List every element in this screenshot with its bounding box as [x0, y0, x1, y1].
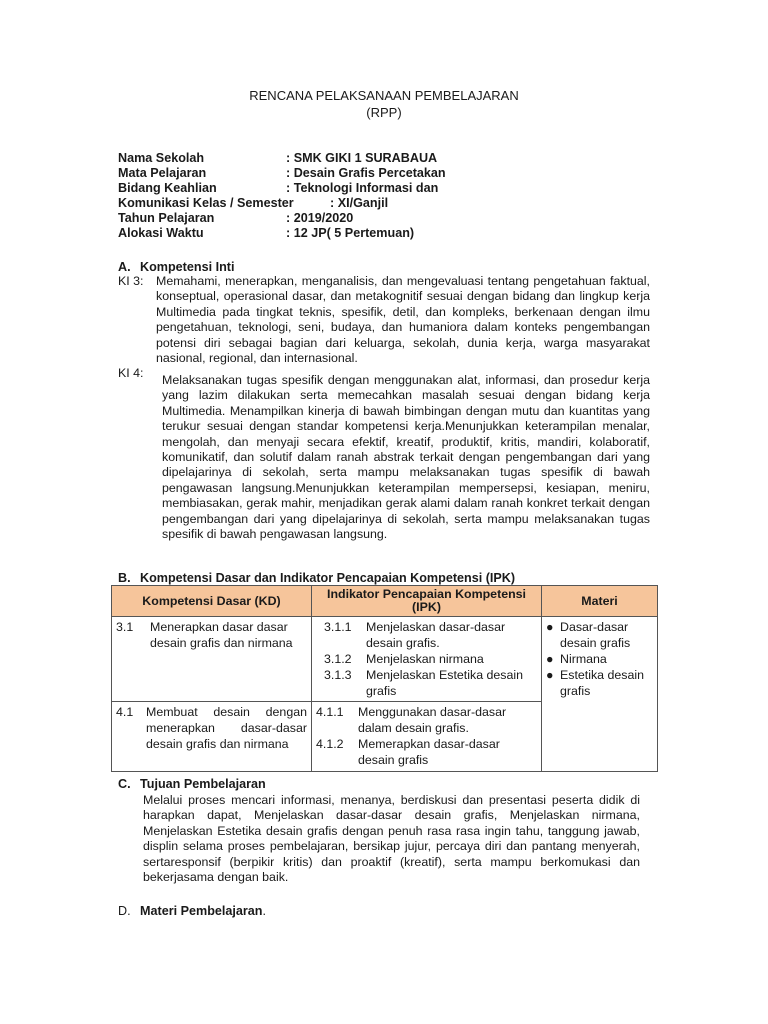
bullet-icon: ● — [546, 652, 554, 666]
section-suffix: . — [262, 904, 266, 918]
identity-row — [118, 166, 446, 181]
ipk-cell — [312, 617, 542, 702]
section-letter: D. — [118, 904, 131, 918]
ki3-label: KI 3: — [118, 274, 144, 288]
kd-ipk-table — [111, 585, 658, 772]
ipk-number: 3.1.3 — [324, 668, 352, 682]
materi-item — [546, 619, 653, 651]
ipk-text: Menjelaskan dasar-dasar desain grafis. — [366, 620, 506, 650]
ipk-number: 4.1.2 — [316, 737, 344, 751]
document-subtitle: (RPP) — [366, 105, 402, 120]
ipk-text: Menggunakan dasar-dasar dalam desain grafis. — [358, 705, 507, 735]
ipk-number: 3.1.2 — [324, 652, 352, 666]
identity-label: Bidang Keahlian — [118, 181, 217, 195]
kd-text: Menerapkan dasar dasar desain grafis dan nirmana — [150, 620, 293, 650]
kd-number: 3.1 — [116, 620, 134, 634]
section-title: Tujuan Pembelajaran — [140, 777, 266, 791]
table-header-row — [112, 586, 658, 617]
materi-text: Dasar-dasar desain grafis — [560, 620, 631, 650]
kd-number: 4.1 — [116, 705, 134, 719]
identity-value: : Desain Grafis Percetakan — [286, 166, 446, 180]
section-d-heading — [118, 904, 266, 918]
header-materi: Materi — [542, 586, 658, 617]
bullet-icon: ● — [546, 668, 554, 682]
ki3-paragraph: Memahami, menerapkan, menganalisis, dan mengevaluasi tentang pengetahuan faktual, konseptual, operasional dasar, dan metakognitif sesuai dengan bidang dan lingkup kerja Multimedia pada tingkat teknis, spesifik, detil, dan kompleks, berkenaan dengan ilmu pengetahuan, teknologi, seni, budaya, dan humaniora dalam konteks pengembangan potensi diri sebagai bagian dari keluarga, sekolah, dunia kerja, warga masyarakat nasional, regional, dan internasional. — [156, 274, 650, 366]
identity-value: : 12 JP( 5 Pertemuan) — [286, 226, 415, 240]
ipk-cell — [312, 702, 542, 772]
kd-cell — [112, 702, 312, 772]
ipk-item — [324, 651, 537, 667]
materi-item — [546, 651, 653, 667]
identity-label: Tahun Pelajaran — [118, 211, 215, 225]
identity-label: Nama Sekolah — [118, 151, 205, 165]
identity-row — [118, 151, 438, 166]
ki3-text — [156, 274, 650, 366]
materi-item — [546, 667, 653, 699]
identity-label: Mata Pelajaran — [118, 166, 207, 180]
ipk-number: 3.1.1 — [324, 620, 352, 634]
section-letter: A. — [118, 260, 131, 274]
section-title: Materi Pembelajaran — [140, 904, 263, 918]
identity-row — [118, 181, 439, 196]
section-a-heading — [118, 260, 234, 274]
ipk-text: Menjelaskan Estetika desain grafis — [366, 668, 524, 698]
materi-text: Nirmana — [560, 652, 607, 666]
identity-row — [118, 196, 389, 211]
identity-row — [118, 226, 415, 241]
section-title: Kompetensi Dasar dan Indikator Pencapaian Kompetensi (IPK) — [140, 571, 516, 585]
bullet-icon: ● — [546, 620, 554, 634]
ipk-item — [316, 704, 537, 736]
ki4-text — [162, 373, 650, 542]
ipk-item — [324, 667, 537, 699]
section-c-heading — [118, 777, 266, 791]
ki4-paragraph: Melaksanakan tugas spesifik dengan menggunakan alat, informasi, dan prosedur kerja yang lazim dilakukan serta memecahkan masalah sesuai dengan bidang kerja Multimedia. Menampilkan kinerja di bawah bimbingan dengan mutu dan kuantitas yang terukur sesuai dengan standar kompetensi kerja.Menunjukkan keterampilan menalar, mengolah, dan menyaji secara efektif, kreatif, produktif, kritis, mandiri, kolaboratif, komunikatif, dan solutif dalam ranah abstrak terkait dengan pengembangan dari yang dipelajarinya di sekolah, serta mampu melaksanakan tugas spesifik di bawah pengawasan langsung.Menunjukkan keterampilan mempersepsi, kesiapan, meniru, membiasakan, gerak mahir, menjadikan gerak alami dalam ranah konkret terkait dengan pengembangan dari yang dipelajarinya di sekolah, serta mampu melaksanakan tugas spesifik di bawah pengawasan langsung. — [162, 373, 650, 542]
kd-cell — [112, 617, 312, 702]
materi-cell — [542, 617, 658, 772]
identity-label: Alokasi Waktu — [118, 226, 204, 240]
header-kd: Kompetensi Dasar (KD) — [112, 586, 312, 617]
identity-value: : XI/Ganjil — [330, 196, 389, 210]
identity-value: : SMK GIKI 1 SURABAUA — [286, 151, 438, 165]
document-title: RENCANA PELAKSANAAN PEMBELAJARAN — [249, 88, 519, 103]
identity-row — [118, 211, 354, 226]
table-row — [112, 617, 658, 702]
section-letter: C. — [118, 777, 131, 791]
tujuan-paragraph: Melalui proses mencari informasi, menanya, berdiskusi dan presentasi peserta didik di harapkan dapat, Menjelaskan dasar-dasar desain grafis, Menjelaskan nirmana, Menjelaskan Estetika desain grafis dengan penuh rasa rasa ingin tahu, tanggung jawab, displin selama proses pembelajaran, bersikap jujur, percaya diri dan pantang menyerah, sertaresponsif (berpikir kritis) dan proaktif (kreatif), serta mampu berkomukasi dan bekerjasama dengan baik. — [143, 793, 640, 885]
ipk-text: Menjelaskan nirmana — [366, 652, 484, 666]
identity-value: : 2019/2020 — [286, 211, 354, 225]
ipk-text: Memerapkan dasar-dasar desain grafis — [358, 737, 500, 767]
ki4-label: KI 4: — [118, 366, 144, 380]
ipk-item — [324, 619, 537, 651]
ipk-item — [316, 736, 537, 768]
section-b-heading — [118, 571, 515, 585]
header-ipk: Indikator Pencapaian Kompetensi (IPK) — [312, 586, 542, 617]
section-letter: B. — [118, 571, 131, 585]
identity-value: : Teknologi Informasi dan — [286, 181, 439, 195]
tujuan-text — [143, 793, 640, 885]
section-title: Kompetensi Inti — [140, 260, 235, 274]
ipk-number: 4.1.1 — [316, 705, 344, 719]
materi-text: Estetika desain grafis — [560, 668, 645, 698]
identity-label: Komunikasi Kelas / Semester — [118, 196, 294, 210]
kd-text: Membuat desain dengan menerapkan dasar-dasar desain grafis dan nirmana — [146, 705, 307, 751]
